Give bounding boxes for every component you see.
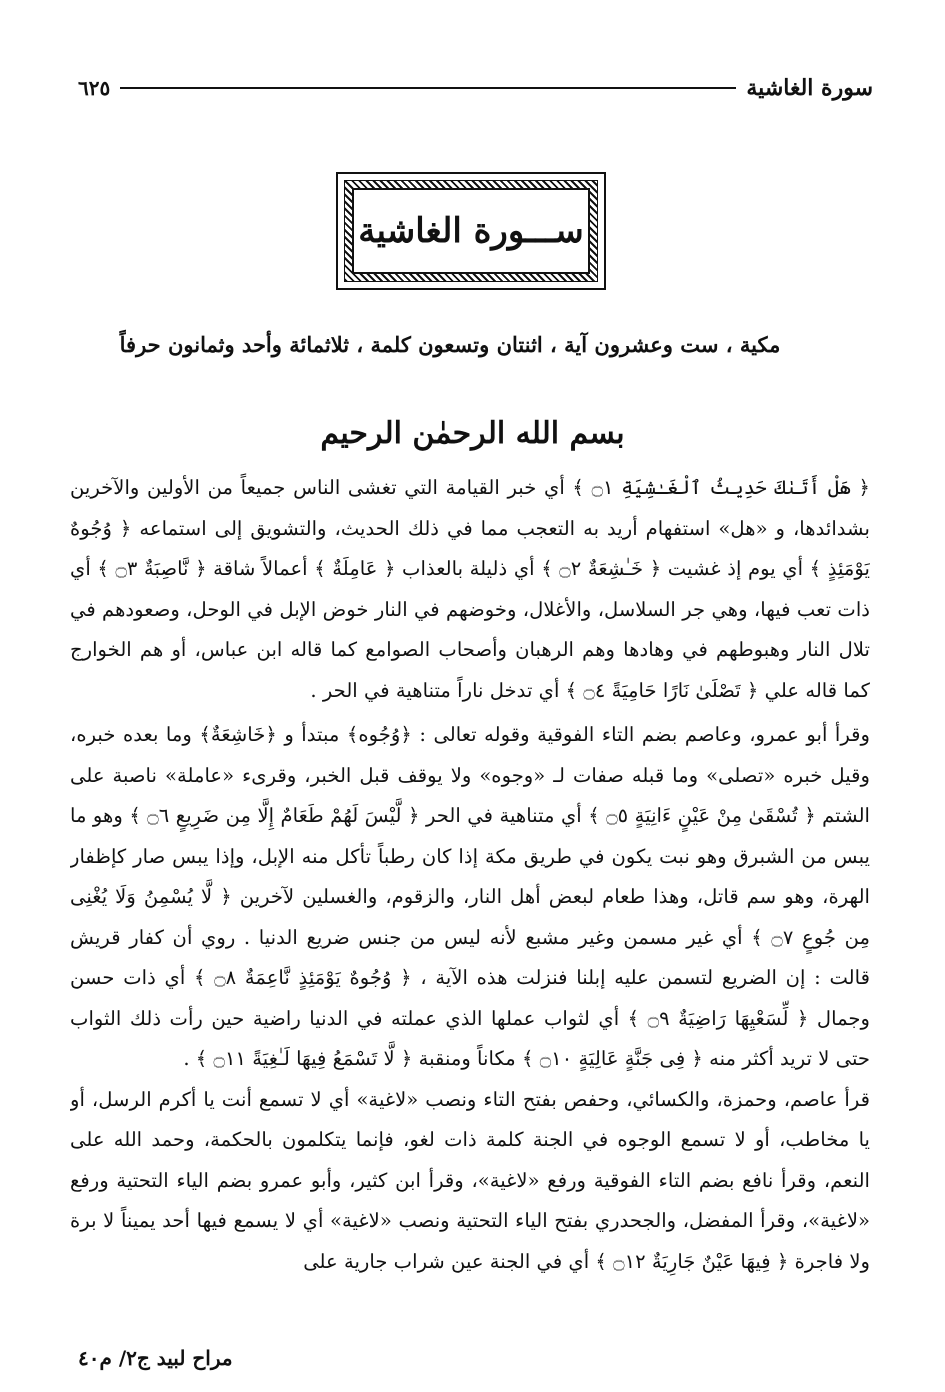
paragraph: ﴿ هَلْ أَتَىٰكَ حَدِيثُ ٱلْغَـٰشِيَةِ ۝١ ﴾ أي خبر القيامة التي تغشى الناس جميعاً من الأولين والآخرين بشدائدها، و «هل» استفهام أريد به التعجب مما في ذلك الحديث، والتشويق إلى استماعه ﴿ وُجُوهٌ يَوْمَئِذٍ ﴾ أي يوم إذ غشيت ﴿ خَـٰشِعَةٌ ۝٢ ﴾ أي ذليلة بالعذاب ﴿ عَامِلَةٌ ﴾ أعمالاً شاقة ﴿ نَّاصِبَةٌ ۝٣ ﴾ أي ذات تعب فيها، وهي جر السلاسل، والأغلال، وخوضهم في النار خوض الإبل في الوحل، وصعودهم في تلال النار وهبوطهم في وهادها وهم الرهبان وأصحاب الصوامع كما قاله ابن عباس، أو هم الخوارج كما قاله علي ﴿ تَصْلَىٰ نَارًا حَامِيَةً ۝٤ ﴾ أي تدخل ناراً متناهية في الحر . [70, 476, 870, 702]
surah-title-frame [336, 172, 606, 290]
header-surah-name: سورة الغاشية [746, 75, 873, 101]
running-header [78, 70, 873, 106]
paragraph: قرأ عاصم، وحمزة، والكسائي، وحفص بفتح التاء ونصب «لاغية» أي لا تسمع أنت يا أكرم الرسل، أو يا مخاطب، أو لا تسمع الوجوه في الجنة كلمة ذات لغو، فإنما يتكلمون بالحكمة، وحمد الله على النعم، وقرأ نافع بضم التاء الفوقية ورفع «لاغية»، وقرأ ابن كثير، وأبو عمرو بضم الياء التحتية ورفع «لاغية»، وقرأ المفضل، والجحدري بفتح الياء التحتية ونصب «لاغية» أي لا يسمع فيها أحد يميناً لا برة ولا فاجرة ﴿ فِيهَا عَيْنٌ جَارِيَةٌ ۝١٢ ﴾ أي في الجنة عين شراب جارية على [70, 1087, 870, 1273]
surah-title: ســـورة الغاشية [352, 188, 590, 274]
paragraph: وقرأ أبو عمرو، وعاصم بضم التاء الفوقية وقوله تعالى : ﴿وُجُوه﴾ مبتدأ و ﴿خَاشِعَةٌ﴾ وما بعده خبره، وقيل خبره «تصلى» وما قبله صفات لـ «وجوه» ولا يوقف قبل الخبر، وقرىء «عاملة» ناصبة على الشتم ﴿ تُسْقَىٰ مِنْ عَيْنٍ ءَانِيَةٍ ۝٥ ﴾ أي متناهية في الحر ﴿ لَّيْسَ لَهُمْ طَعَامٌ إِلَّا مِن ضَرِيعٍ ۝٦ ﴾ وهو ما يبس من الشبرق وهو نبت يكون في طريق مكة إذا كان رطباً تأكل منه الإبل، وإذا يبس صار كإظفار الهرة، وهو سم قاتل، وهذا طعام لبعض أهل النار، والزقوم، والغسلين لآخرين ﴿ لَّا يُسْمِنُ وَلَا يُغْنِى مِن جُوعٍ ۝٧ ﴾ أي غير مسمن وغير مشبع لأنه ليس من جنس ضريع الدنيا . روي أن كفار قريش قالت : إن الضريع لتسمن عليه إبلنا فنزلت هذه الآية ، ﴿ وُجُوهٌ يَوْمَئِذٍ نَّاعِمَةٌ ۝٨ ﴾ أي ذات حسن وجمال ﴿ لِّسَعْيِهَا رَاضِيَةٌ ۝٩ ﴾ أي لثواب عملها الذي عملته في الدنيا راضية حين رأت ذلك الثواب حتى لا تريد أكثر منه ﴿ فِى جَنَّةٍ عَالِيَةٍ ۝١٠ ﴾ مكاناً ومنقبة ﴿ لَّا تَسْمَعُ فِيهَا لَـٰغِيَةً ۝١١ ﴾ . [70, 723, 870, 1070]
commentary-body [70, 468, 870, 1348]
footer-signature: مراح لبيد ج٢/ م٤٠ [78, 1346, 233, 1370]
surah-metadata: مكية ، ست وعشرون آية ، اثنتان وتسعون كلمة ، ثلاثمائة وأحد وثمانون حرفاً [119, 332, 781, 357]
basmala: بسم الله الرحمٰن الرحيم [320, 416, 625, 451]
ornamental-border [344, 180, 598, 282]
page-number: ٦٢٥ [78, 76, 111, 100]
header-rule [120, 87, 736, 89]
